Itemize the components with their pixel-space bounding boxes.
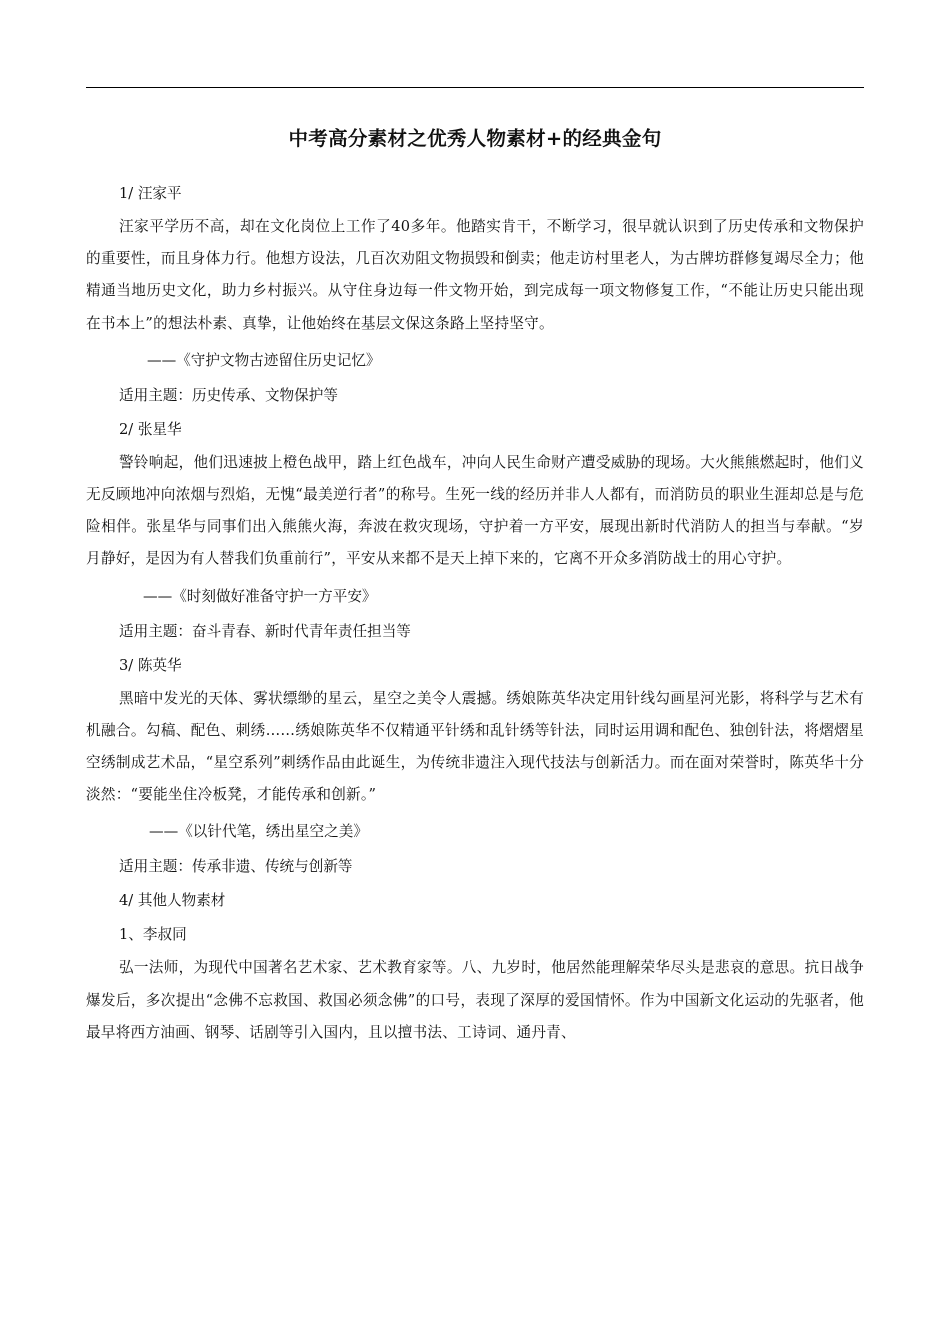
section-heading-3: 3/ 陈英华 xyxy=(119,656,182,674)
document-body xyxy=(86,177,864,1049)
section-theme-1: 适用主题：历史传承、文物保护等 xyxy=(119,386,338,404)
section-paragraph-1: 汪家平学历不高，却在文化岗位上工作了40多年。他踏实肯干，不断学习，很早就认识到了历史传承和文物保护的重要性，而且身体力行。他想方设法，几百次劝阻文物损毁和倒卖；他走访村里老人，为古牌坊群修复竭尽全力；他精通当地历史文化，助力乡村振兴。从守住身边每一件文物开始，到完成每一项文物修复工作，“不能让历史只能出现在书本上”的想法朴素、真挚，让他始终在基层文保这条路上坚持坚守。 xyxy=(86,218,864,332)
section-heading-2: 2/ 张星华 xyxy=(119,420,182,438)
section-theme-3: 适用主题：传承非遗、传统与创新等 xyxy=(119,858,353,876)
section-heading-4: 4/ 其他人物素材 xyxy=(119,892,226,910)
person-heading-li-shutong: 1、李叔同 xyxy=(119,926,187,944)
header-rule xyxy=(86,87,864,88)
section-source-1: ——《守护文物古迹留住历史记忆》 xyxy=(147,351,381,369)
document-title: 中考高分素材之优秀人物素材+的经典金句 xyxy=(288,127,662,150)
person-paragraph-li-shutong: 弘一法师，为现代中国著名艺术家、艺术教育家等。八、九岁时，他居然能理解荣华尽头是悲哀的意思。抗日战争爆发后，多次提出“念佛不忘救国、救国必须念佛”的口号，表现了深厚的爱国情怀。作为中国新文化运动的先驱者，他最早将西方油画、钢琴、话剧等引入国内，且以擅书法、工诗词、通丹青、 xyxy=(86,959,864,1041)
section-theme-2: 适用主题：奋斗青春、新时代青年责任担当等 xyxy=(119,622,411,640)
section-source-2: ——《时刻做好准备守护一方平安》 xyxy=(143,587,377,605)
section-source-3: ——《以针代笔，绣出星空之美》 xyxy=(149,823,368,841)
section-heading-1: 1/ 汪家平 xyxy=(119,185,182,202)
section-paragraph-2: 警铃响起，他们迅速披上橙色战甲，踏上红色战车，冲向人民生命财产遭受威胁的现场。大火熊熊燃起时，他们义无反顾地冲向浓烟与烈焰，无愧“最美逆行者”的称号。生死一线的经历并非人人都有，而消防员的职业生涯却总是与危险相伴。张星华与同事们出入熊熊火海，奔波在救灾现场，守护着一方平安，展现出新时代消防人的担当与奉献。“岁月静好，是因为有人替我们负重前行”，平安从来都不是天上掉下来的，它离不开众多消防战士的用心守护。 xyxy=(86,453,864,568)
section-paragraph-3: 黑暗中发光的天体、雾状缥缈的星云，星空之美令人震撼。绣娘陈英华决定用针线勾画星河光影，将科学与艺术有机融合。勾稿、配色、刺绣……绣娘陈英华不仅精通平针绣和乱针绣等针法，同时运用调和配色、独创针法，将熠熠星空绣制成艺术品，“星空系列”刺绣作品由此诞生，为传统非遗注入现代技法与创新活力。而在面对荣誉时，陈英华十分淡然：“要能坐住冷板凳，才能传承和创新。” xyxy=(86,689,864,804)
